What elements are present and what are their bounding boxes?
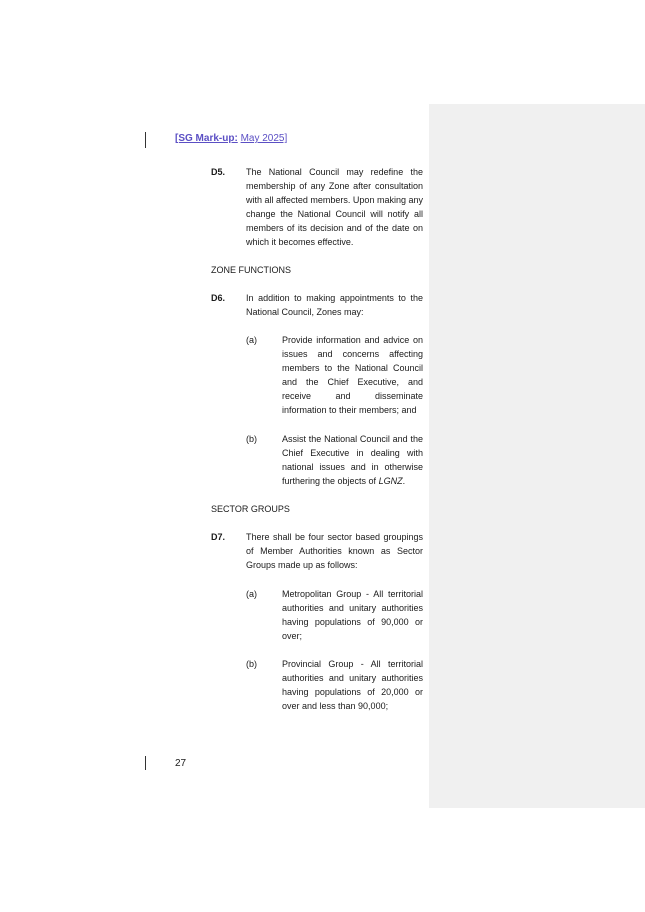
sector-groups-heading: SECTOR GROUPS bbox=[211, 504, 290, 514]
change-bar bbox=[145, 756, 146, 770]
clause-d6b-period: . bbox=[402, 476, 406, 486]
comment-pane bbox=[429, 104, 645, 808]
clause-d7a-label: (a) bbox=[246, 589, 257, 599]
clause-d6b-text-main: Assist the National Council and the Chief Executive in dealing with national issues and in otherwise furthering the objects of bbox=[282, 434, 423, 486]
clause-d7b-text: Provincial Group - All territorial authorities and unitary authorities having populations of 20,000 or over and less than 90,000; bbox=[282, 659, 423, 711]
clause-d6a-label: (a) bbox=[246, 335, 257, 345]
clause-d7a-text: Metropolitan Group - All territorial authorities and unitary authorities having populations of 90,000 or over; bbox=[282, 589, 423, 641]
page-number: 27 bbox=[175, 758, 187, 769]
clause-d6-number: D6. bbox=[211, 293, 226, 303]
clause-d7b-label: (b) bbox=[246, 659, 257, 669]
zone-functions-heading: ZONE FUNCTIONS bbox=[211, 265, 291, 275]
clause-d6a-text: Provide information and advice on issues and concerns affecting members to the National Council and the Chief Executive, and receive and disseminate information to their members; and bbox=[282, 335, 423, 415]
change-bar bbox=[145, 132, 146, 148]
clause-d6b-text bbox=[282, 432, 423, 488]
clause-d6b-lgnz: LGNZ bbox=[378, 476, 403, 486]
clause-d6b-label: (b) bbox=[246, 434, 257, 444]
clause-d7-text: There shall be four sector based groupings of Member Authorities known as Sector Groups made up as follows: bbox=[246, 532, 423, 570]
clause-d6-text: In addition to making appointments to the National Council, Zones may: bbox=[246, 293, 423, 317]
markup-date: May 2025] bbox=[240, 133, 288, 144]
markup-label bbox=[175, 133, 287, 144]
clause-d7-number: D7. bbox=[211, 532, 226, 542]
markup-tag: [SG Mark-up: bbox=[175, 133, 238, 144]
clause-d5-number: D5. bbox=[211, 167, 226, 177]
clause-d5-text: The National Council may redefine the membership of any Zone after consultation with all affected members. Upon making any change the National Council will notify all members of its decision and of the date on which it becomes effective. bbox=[246, 167, 423, 247]
